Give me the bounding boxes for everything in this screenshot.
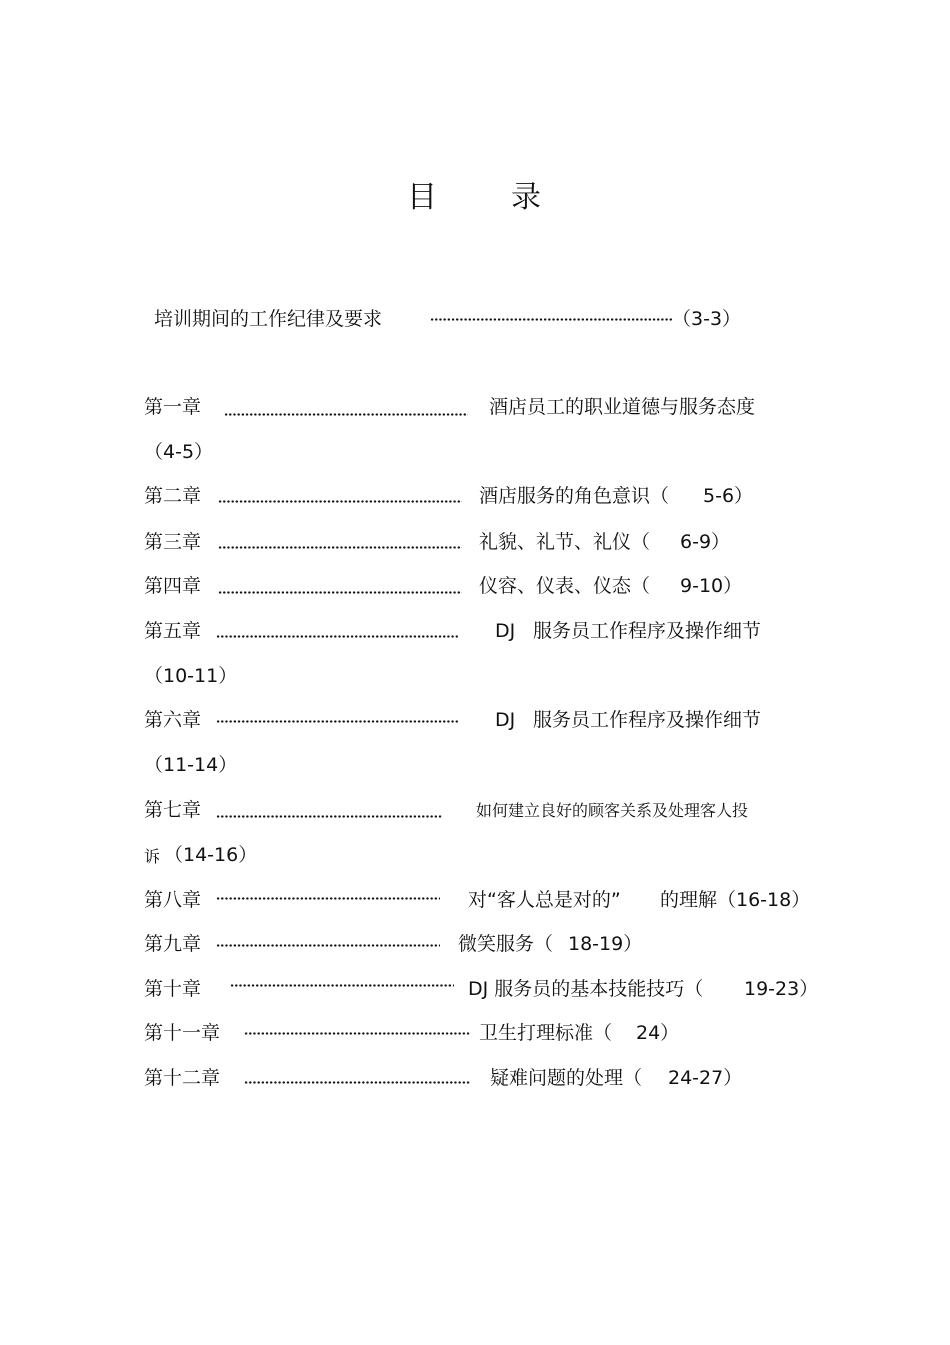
chapter-1-title: 酒店员工的职业道德与服务态度: [489, 396, 756, 418]
chapter-1-pages: （4-5）: [144, 441, 214, 463]
chapter-9-title: 微笑服务（: [458, 933, 554, 955]
chapter-4-leader-dots: [218, 591, 462, 594]
chapter-5-prefix: DJ: [495, 620, 516, 642]
chapter-10-leader-dots: [230, 984, 454, 987]
chapter-9-number: 第九章: [144, 933, 202, 955]
chapter-8-leader-dots: [216, 897, 440, 900]
chapter-8-number: 第八章: [144, 889, 202, 911]
chapter-3-pages: 6-9）: [680, 531, 731, 553]
chapter-6-pages: （11-14）: [144, 754, 238, 776]
chapter-4-title: 仪容、仪表、仪态（: [479, 575, 651, 597]
chapter-7-pages: （14-16）: [164, 844, 258, 866]
chapter-7-title: 如何建立良好的顾客关系及处理客人投: [476, 801, 749, 820]
chapter-2-title: 酒店服务的角色意识（: [479, 485, 670, 507]
chapter-11-pages: 24）: [636, 1022, 680, 1044]
chapter-5-pages: （10-11）: [144, 665, 238, 687]
chapter-12-number: 第十二章: [144, 1067, 221, 1089]
chapter-12-leader-dots: [244, 1081, 470, 1084]
chapter-2-leader-dots: [218, 500, 462, 503]
toc-title-char-2: 录: [511, 180, 541, 215]
chapter-11-number: 第十一章: [144, 1022, 221, 1044]
chapter-5-leader-dots: [216, 635, 458, 638]
chapter-3-leader-dots: [218, 546, 462, 549]
chapter-9-leader-dots: [216, 944, 440, 947]
chapter-2-pages: 5-6）: [703, 485, 754, 507]
intro-pages: （3-3）: [672, 308, 742, 330]
chapter-5-title: 服务员工作程序及操作细节: [533, 620, 762, 642]
chapter-12-title: 疑难问题的处理（: [490, 1067, 643, 1089]
chapter-6-title: 服务员工作程序及操作细节: [533, 709, 762, 731]
chapter-7-number: 第七章: [144, 799, 202, 821]
chapter-5-number: 第五章: [144, 620, 202, 642]
chapter-3-title: 礼貌、礼节、礼仪（: [479, 531, 651, 553]
chapter-11-leader-dots: [244, 1032, 470, 1035]
chapter-4-number: 第四章: [144, 575, 202, 597]
chapter-10-title: DJ 服务员的基本技能技巧（: [468, 978, 704, 1000]
chapter-1-leader-dots: [224, 413, 468, 416]
chapter-10-pages: 19-23）: [744, 978, 819, 1000]
chapter-6-prefix: DJ: [495, 709, 516, 731]
chapter-7-leader-dots: [216, 815, 442, 818]
chapter-6-leader-dots: [216, 720, 458, 723]
chapter-1-number: 第一章: [144, 396, 202, 418]
toc-title-char-1: 目: [407, 180, 437, 215]
chapter-4-pages: 9-10）: [680, 575, 743, 597]
chapter-8-title-tail: 的理解（16-18）: [660, 889, 811, 911]
intro-label: 培训期间的工作纪律及要求: [154, 308, 383, 330]
chapter-8-title: 对“客人总是对的”: [468, 889, 621, 911]
chapter-7-title-continuation: 诉: [144, 847, 161, 866]
chapter-3-number: 第三章: [144, 531, 202, 553]
intro-leader-dots: [430, 318, 672, 321]
chapter-2-number: 第二章: [144, 485, 202, 507]
chapter-12-pages: 24-27）: [668, 1067, 743, 1089]
chapter-6-number: 第六章: [144, 709, 202, 731]
chapter-11-title: 卫生打理标准（: [479, 1022, 613, 1044]
chapter-10-number: 第十章: [144, 978, 202, 1000]
chapter-9-pages: 18-19）: [568, 933, 643, 955]
